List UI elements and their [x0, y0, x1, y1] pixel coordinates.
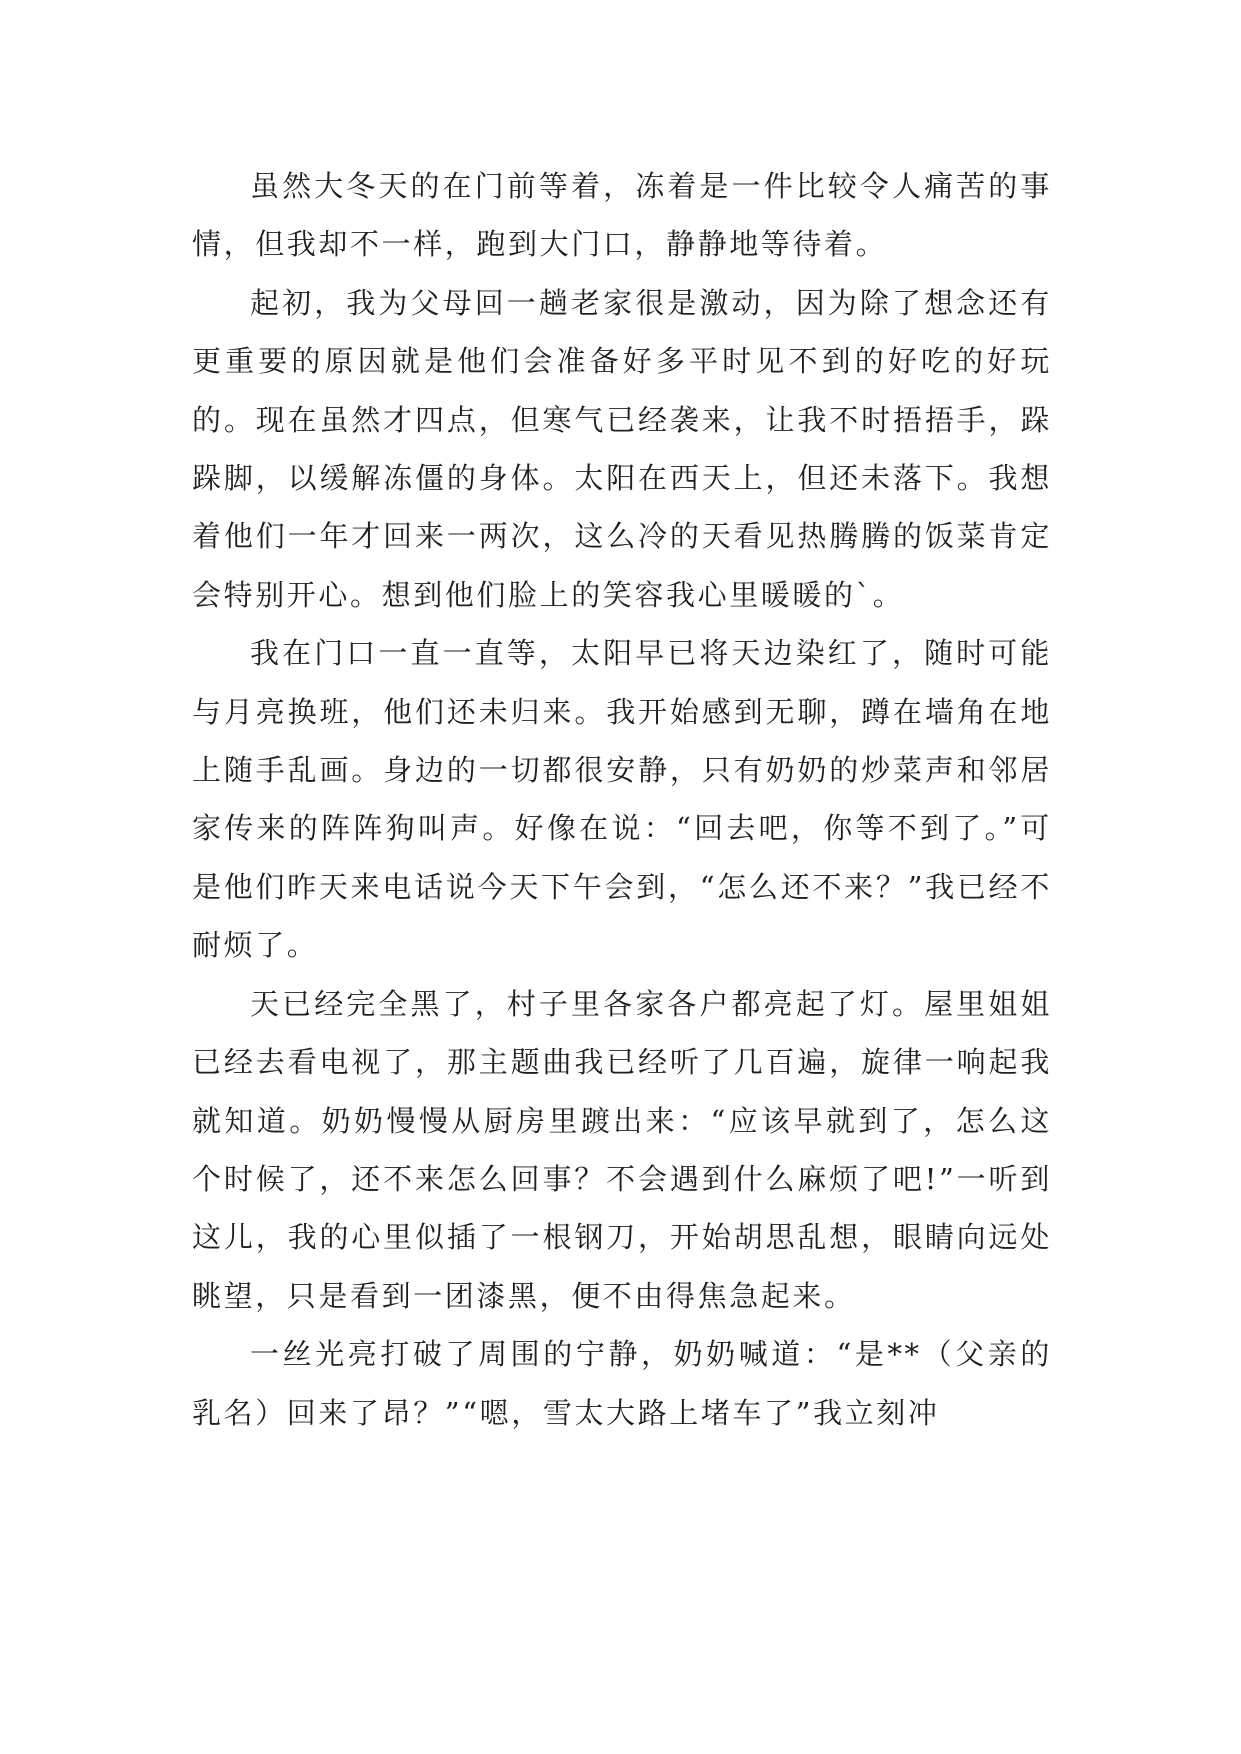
paragraph: 一丝光亮打破了周围的宁静，奶奶喊道：“是**（父亲的乳名）回来了昂？”“嗯，雪太大路上堵车了”我立刻冲 — [192, 1337, 1052, 1430]
paragraph: 我在门口一直一直等，太阳早已将天边染红了，随时可能与月亮换班，他们还未归来。我开始感到无聊，蹲在墙角在地上随手乱画。身边的一切都很安静，只有奶奶的炒菜声和邻居家传来的阵阵狗叫声。好像在说：“回去吧，你等不到了。”可是他们昨天来电话说今天下午会到，“怎么还不来？”我已经不耐烦了。 — [192, 636, 1052, 963]
paragraph: 虽然大冬天的在门前等着，冻着是一件比较令人痛苦的事情，但我却不一样，跑到大门口，静静地等待着。 — [192, 169, 1052, 262]
document-body — [192, 157, 1052, 1442]
paragraph: 天已经完全黑了，村子里各家各户都亮起了灯。屋里姐姐已经去看电视了，那主题曲我已经听了几百遍，旋律一响起我就知道。奶奶慢慢从厨房里踱出来：“应该早就到了，怎么这个时候了，还不来怎么回事？不会遇到什么麻烦了吧!”一听到这儿，我的心里似插了一根钢刀，开始胡思乱想，眼睛向远处眺望，只是看到一团漆黑，便不由得焦急起来。 — [192, 986, 1052, 1313]
paragraph: 起初，我为父母回一趟老家很是激动，因为除了想念还有更重要的原因就是他们会准备好多平时见不到的好吃的好玩的。现在虽然才四点，但寒气已经袭来，让我不时捂捂手，跺跺脚，以缓解冻僵的身体。太阳在西天上，但还未落下。我想着他们一年才回来一两次，这么冷的天看见热腾腾的饭菜肯定会特别开心。想到他们脸上的笑容我心里暖暖的`。 — [192, 285, 1052, 612]
